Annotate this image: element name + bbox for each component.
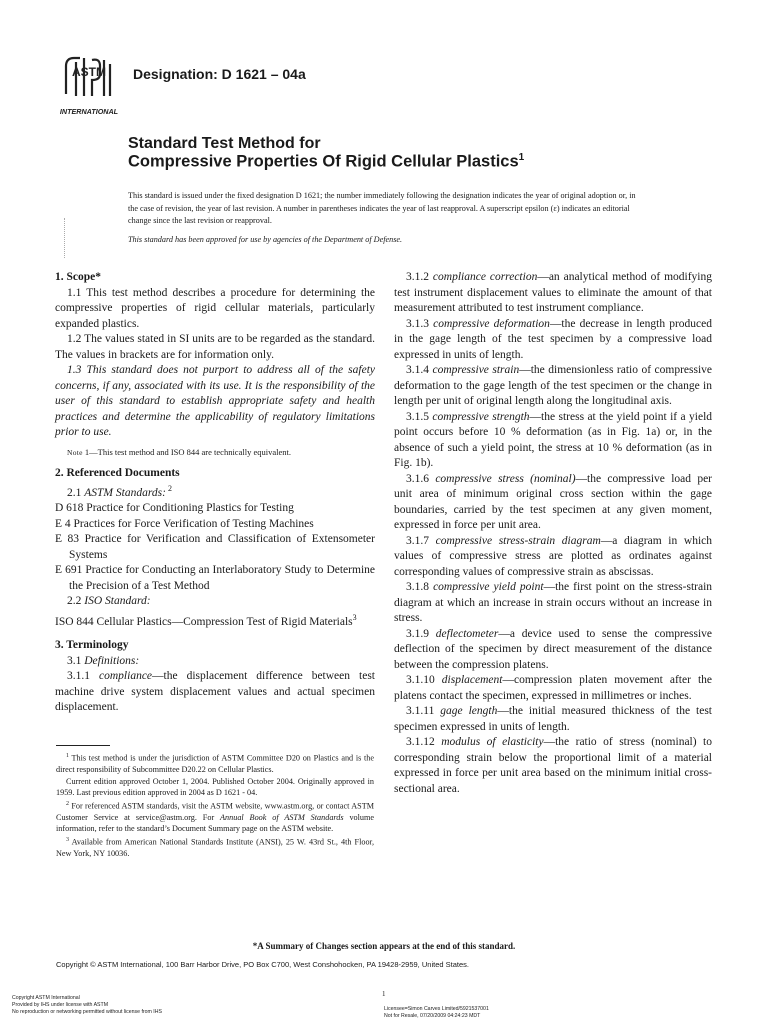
footnote-1: $^1$ This test method is under the jurisdiction of ASTM Committee D20 on Plastics and is the direct responsibility of Subcommittee D20.22 on Cellular Plastics. [56,753,374,775]
footnote-rule [56,745,110,746]
reference-item: E 691 Practice for Conducting an Interlaboratory Study to Determine the Precision of a Test Method [55,564,375,592]
para-3-1-1: 3.1.1 compliance—the displacement difference between test machine drive system displacement values and actual specimen displacement. [55,670,375,714]
section-3-heading: 3. Terminology [55,639,129,652]
definition-3-1-11: 3.1.11 gage length—the initial measured thickness of the test specimen expressed in units of length. [394,705,713,733]
section-2-heading: 2. Referenced Documents [55,466,180,479]
definition-3-1-5: 3.1.5 compressive strength—the stress at the yield point if a yield point occurs before 10 % deformation (as in Fig. 1a) or, in the absence of such a yield point, the stress at 10 % deformation (as in Fig. 1b). [394,410,713,469]
margin-dots [64,218,67,258]
title-footnote-ref: 1 [518,152,525,163]
page-number: 1 [382,990,386,998]
definition-3-1-8: 3.1.8 compressive yield point—the first point on the stress-strain diagram at which an increase in strain occurs without an increase in stress. [394,581,713,624]
astm-logo [56,52,122,118]
title-line-1: Standard Test Method for [128,135,321,152]
para-1-2: 1.2 The values stated in SI units are to be regarded as the standard. The values in brackets are for information only. [55,333,375,361]
definition-3-1-7: 3.1.7 compressive stress-strain diagram—a diagram in which values of compressive stress are plotted as ordinates against corresponding values of compressive strain as abscissas. [394,534,712,578]
definition-3-1-3: 3.1.3 compressive deformation—the decrease in length produced in the gage length of the test specimen by a compressive load expressed in units of length. [394,317,712,361]
title-line-2: Compressive Properties Of Rigid Cellular Plastics$^1$ [128,152,525,171]
para-1-1: 1.1 This test method describes a procedure for determining the compressive properties of rigid cellular materials, particularly expanded plastics. [55,286,375,330]
definition-3-1-2: 3.1.2 compliance correction—an analytical method of modifying test instrument displacement values to eliminate the amount of that measurement attributed to test instrument compliance. [394,271,713,314]
para-2-1: 2.1 ASTM Standards: $^2$ [67,484,172,499]
intro-paragraph: This standard is issued under the fixed designation D 1621; the number immediately following the designation indicates the year of original adoption or, in the case of revision, the year of last revision. A number in parentheses indicates the year of last reapproval. A superscript epsilon (ε) indicates an editorial change since the last revision or reapproval. [128,191,636,225]
footnote-3: $^3$ Available from American National Standards Institute (ANSI), 25 W. 43rd St., 4th Floor, New York, NY 10036. [56,836,374,859]
license-right: Licensee=Simon Carves Limited/5921537001 Not for Resale, 07/20/2009 04:24:23 MDT [384,1006,489,1019]
definition-3-1-9: 3.1.9 deflectometer—a device used to sense the compressive deflection of the specimen by direct measurement of the distance between the compression platens. [394,627,712,671]
svg-text:ASTM: ASTM [72,65,106,79]
right-column [394,270,712,797]
definition-3-1-4: 3.1.4 compressive strain—the dimensionless ratio of compressive deformation to the gage length of the test specimen or the change in length per unit of original length along the longitudinal axis. [394,364,713,407]
footnote-2: $^2$ For referenced ASTM standards, visit the ASTM website, www.astm.org, or contact ASTM Customer Service at service@astm.org. For Annual Book of ASTM Standards volume information, refer to the standard’s Document Summary page on the ASTM website. [56,800,375,834]
footnote-1b: Current edition approved October 1, 2004. Published October 2004. Originally approved in 1959. Last previous edition approved in 2004 as D 1621 - 04. [56,776,374,798]
reference-item-iso: ISO 844 Cellular Plastics—Compression Test of Rigid Materials$^3$ [55,612,357,628]
para-2-2: 2.2 ISO Standard: [67,595,151,608]
copyright-line: Copyright © ASTM International, 100 Barr Harbor Drive, PO Box C700, West Conshohocken, PA 19428-2959, United States. [56,960,469,969]
definition-3-1-10: 3.1.10 displacement—compression platen movement after the platens contact the specimen, expressed in millimetres or inches. [394,674,713,702]
reference-item: D 618 Practice for Conditioning Plastics for Testing [55,502,294,515]
section-1-heading: 1. Scope* [55,271,101,283]
note-1: Note 1—This test method and ISO 844 are technically equivalent. [67,446,291,457]
para-1-3: 1.3 This standard does not purport to address all of the safety concerns, if any, associated with its use. It is the responsibility of the user of this standard to establish appropriate safety and health practices and determine the applicability of regulatory limitations prior to use. [55,364,375,438]
designation: Designation: D 1621 – 04a [133,66,306,82]
dod-approval-note: This standard has been approved for use by agencies of the Department of Defense. [128,235,403,244]
logo-text: INTERNATIONAL [59,107,119,116]
license-left: Copyright ASTM International Provided by IHS under license with ASTM No reproduction or networking permitted without license from IHS [12,995,162,1015]
footnotes [56,751,374,860]
left-column [55,270,375,716]
reference-item: E 83 Practice for Verification and Classification of Extensometer Systems [55,533,375,561]
summary-of-changes-note: *A Summary of Changes section appears at the end of this standard. [252,941,516,951]
definition-3-1-12: 3.1.12 modulus of elasticity—the ratio of stress (nominal) to corresponding strain below the proportional limit of a material expressed in force per unit area based on the minimum initial cross-sectional area. [394,736,712,795]
reference-item: E 4 Practices for Force Verification of Testing Machines [55,517,314,530]
para-3-1: 3.1 Definitions: [67,654,140,667]
definition-3-1-6: 3.1.6 compressive stress (nominal)—the compressive load per unit area of minimum original cross section within the gage boundaries, carried by the test specimen at any given moment, expressed in force per unit area. [394,472,713,531]
